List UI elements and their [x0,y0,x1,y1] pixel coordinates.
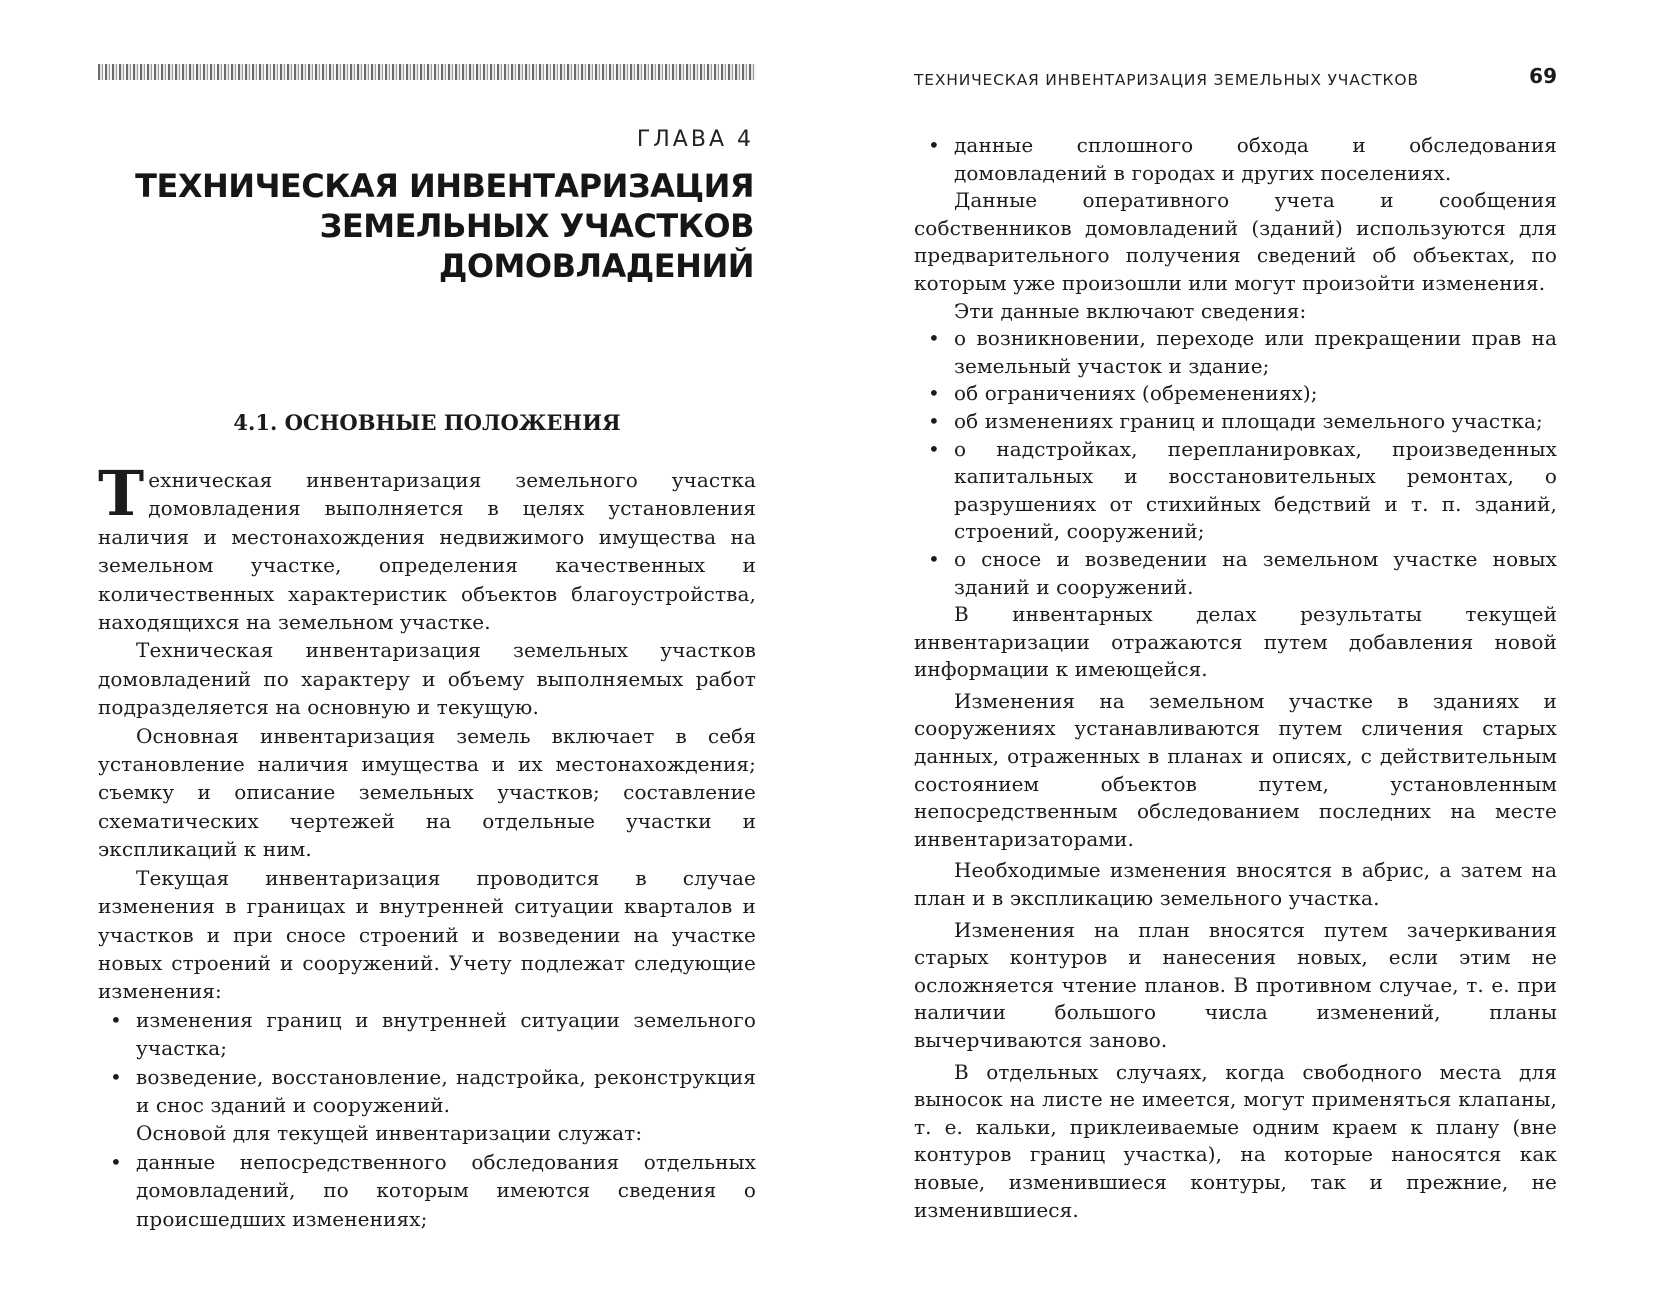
paragraph: В отдельных случаях, когда свободного места для выносок на листе не имеется, могут применяться клапаны, т. е. кальки, приклеиваемые одним краем к плану (вне контуров границ участка), на которые наносятся как новые, изменившиеся контуры, так и прежние, не изменившиеся. [914,1059,1557,1222]
chapter-title-line-1: ТЕХНИЧЕСКАЯ ИНВЕНТАРИЗАЦИЯ [135,167,754,205]
chapter-title [54,166,754,286]
header-ornament [98,64,756,80]
paragraph: Данные оперативного учета и сообщения собственников домовладений (зданий) используются для предварительного получения сведений об объектах, по которым уже произошли или могут произойти изменения. [914,188,1557,295]
list-item: • об ограничениях (обременениях); [914,380,1557,408]
list-item: • изменения границ и внутренней ситуации земельного участка; [98,1006,756,1063]
paragraph: В инвентарных делах результаты текущей инвентаризации отражаются путем добавления новой информации к имеющейся. [914,602,1557,682]
paragraph: Техническая инвентаризация земельного участка домовладения выполняется в целях установления наличия и местонахождения недвижимого имущества на земельном участке, определения качественных и количественных характеристик объектов благоустройства, находящихся на земельном участке. [98,457,756,635]
right-page [833,0,1666,1312]
chapter-label: ГЛАВА 4 [636,127,754,152]
chapter-title-line-2: ЗЕМЕЛЬНЫХ УЧАСТКОВ ДОМОВЛАДЕНИЙ [319,207,754,285]
bullet-list [98,1148,756,1233]
list-item: • о возникновении, переходе или прекращении прав на земельный участок и здание; [914,325,1557,380]
paragraph: Основная инвентаризация земель включает в себя установление наличия имущества и их местонахождения; съемку и описание земельных участков; составление схематических чертежей на отдельные участки и экспликаций к ним. [98,723,756,862]
paragraph: Техническая инвентаризация земельных участков домовладений по характеру и объему выполняемых работ подразделяется на основную и текущую. [98,638,756,720]
bullet-list [914,325,1557,601]
list-item: • о надстройках, перепланировках, произведенных капитальных и восстановительных ремонтах, о разрушениях от стихийных бедствий и т. п. зданий, строений, сооружений; [914,436,1557,546]
drop-cap: Т [98,457,145,530]
paragraph: Необходимые изменения вносятся в абрис, а затем на план и в экспликацию земельного участка. [914,858,1557,911]
list-item: • возведение, восстановление, надстройка, реконструкция и снос зданий и сооружений. [98,1063,756,1120]
section-heading: 4.1. ОСНОВНЫЕ ПОЛОЖЕНИЯ [233,410,621,435]
page-number: 69 [1529,64,1557,88]
list-item: • данные непосредственного обследования отдельных домовладений, по которым имеются сведения о происшедших изменениях; [98,1148,756,1233]
paragraph: Текущая инвентаризация проводится в случае изменения в границах и внутренней ситуации кварталов и участков и при сносе строений и возведении на участке новых строений и сооружений. Учету подлежат следующие изменения: [98,865,756,1004]
bullet-list [914,132,1557,187]
list-item: • об изменениях границ и площади земельного участка; [914,408,1557,436]
list-item: • данные сплошного обхода и обследования домовладений в городах и других поселениях. [914,132,1557,187]
paragraph: Изменения на план вносятся путем зачеркивания старых контуров и нанесения новых, если этим не осложняется чтение планов. В противном случае, т. е. при наличии большого числа изменений, планы вычерчиваются заново. [914,917,1557,1052]
paragraph: Изменения на земельном участке в зданиях и сооружениях устанавливаются путем сличения старых данных, отраженных в планах и описях, с действительным состоянием объектов путем, установленным непосредственным обследованием последних на месте инвентаризаторами. [914,688,1557,851]
running-header: ТЕХНИЧЕСКАЯ ИНВЕНТАРИЗАЦИЯ ЗЕМЕЛЬНЫХ УЧАСТКОВ [914,71,1419,89]
bullet-list [98,1006,756,1120]
paragraph: Основой для текущей инвентаризации служат: [136,1121,643,1146]
left-body-text [98,457,756,1233]
paragraph: Эти данные включают сведения: [954,298,1307,323]
list-item: • о сносе и возведении на земельном участке новых зданий и сооружений. [914,546,1557,601]
right-body-text [914,132,1557,1224]
